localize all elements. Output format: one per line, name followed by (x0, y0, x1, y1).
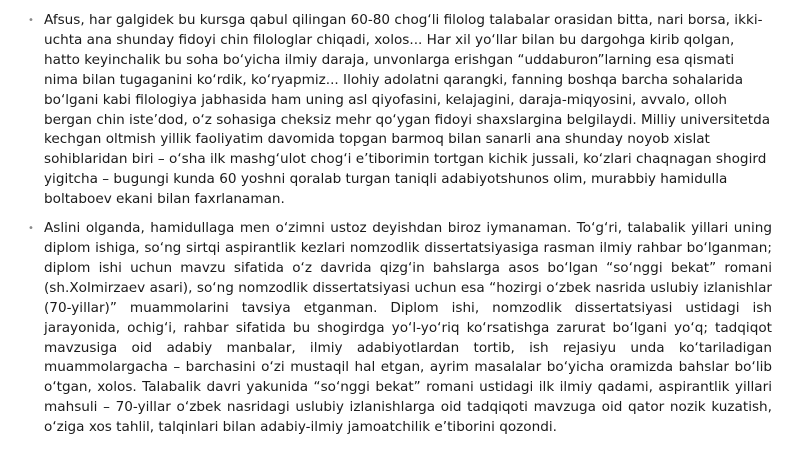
bullet-icon: • (28, 15, 34, 26)
paragraph-1-text: Afsus, har galgidek bu kursga qabul qilingan 60-80 chog‘li filolog talabalar orasidan bitta, nari borsa, ikki-uchta ana shunday fidoyi chin filologlar chiqadi, xolos... Har xil yo‘llar bilan bu dargohga kirib qolgan, hatto keyinchalik bu soha bo‘yicha ilmiy daraja, unvonlarga erishgan “uddaburon”larning esa qismati nima bilan tugaganini ko‘rdik, ko‘ryapmiz... Ilohiy adolatni qarangki, fanning boshqa barcha sohalarida bo‘lgani kabi filologiya jabhasida ham uning asl qiyofasini, kelajagini, daraja-miqyosini, avvalo, olloh bergan chin iste’dod, o‘z sohasiga cheksiz mehr qo‘ygan fidoyi shaxslargina belgilaydi. Milliy universitetda kechgan oltmish yillik faoliyatim davomida topgan barmoq bilan sanarli ana shunday noyob xislat sohiblaridan biri – o‘sha ilk mashg‘ulot chog‘i e’tiborimin tortgan kichik jussali, ko‘zlari chaqnagan shogird yigitcha – bugungi kunda 60 yoshni qoralab turgan taniqli adabiyotshunos olim, murabbiy hamidulla boltaboev ekani bilan faxrlanaman. (44, 12, 771, 208)
bullet-icon: • (28, 223, 34, 235)
paragraph-1 (28, 11, 772, 210)
paragraph-2-text: Aslini olganda, hamidullaga men o‘zimni ustoz deyishdan biroz iymanaman. To‘g‘ri, talabalik yillari uning diplom ishiga, so‘ng sirtqi aspirantlik kezlari nomzodlik dissertatsiyasiga rasman ilmiy rahbar bo‘lganman; diplom ishi uchun mavzu sifatida o‘z davrida qizg‘in bahslarga asos bo‘lgan “so‘nggi bekat” romani (sh.Xolmirzaev asari), so‘ng nomzodlik dissertatsiyasi uchun esa “hozirgi o‘zbek nasrida uslubiy izlanishlar (70-yillar)” muammolarini tavsiya etganman. Diplom ishi, nomzodlik dissertatsiyasi ustidagi ish jarayonida, ochig‘i, rahbar sifatida bu shogirdga yo‘l-yo‘riq ko‘rsatishga zarurat bo‘lgani yo‘q; tadqiqot mavzusiga oid adabiy manbalar, ilmiy adabiyotlardan tortib, ish rejasiyu unda ko‘tariladigan muammolargacha – barchasini o‘zi mustaqil hal etgan, ayrim masalalar bo‘yicha oramizda bahslar bo‘lib o‘tgan, xolos. Talabalik davri yakunida “so‘nggi bekat” romani ustidagi ilk ilmiy qadami, aspirantlik yillari mahsuli – 70-yillar o‘zbek nasridagi uslubiy izlanishlarga oid tadqiqoti mavzuga oid qator nozik kuzatish, o‘ziga xos tahlil, talqinlari bilan adabiy-ilmiy jamoatchilik e’tiborini qozondi. (44, 220, 772, 436)
paragraph-2 (28, 219, 772, 438)
